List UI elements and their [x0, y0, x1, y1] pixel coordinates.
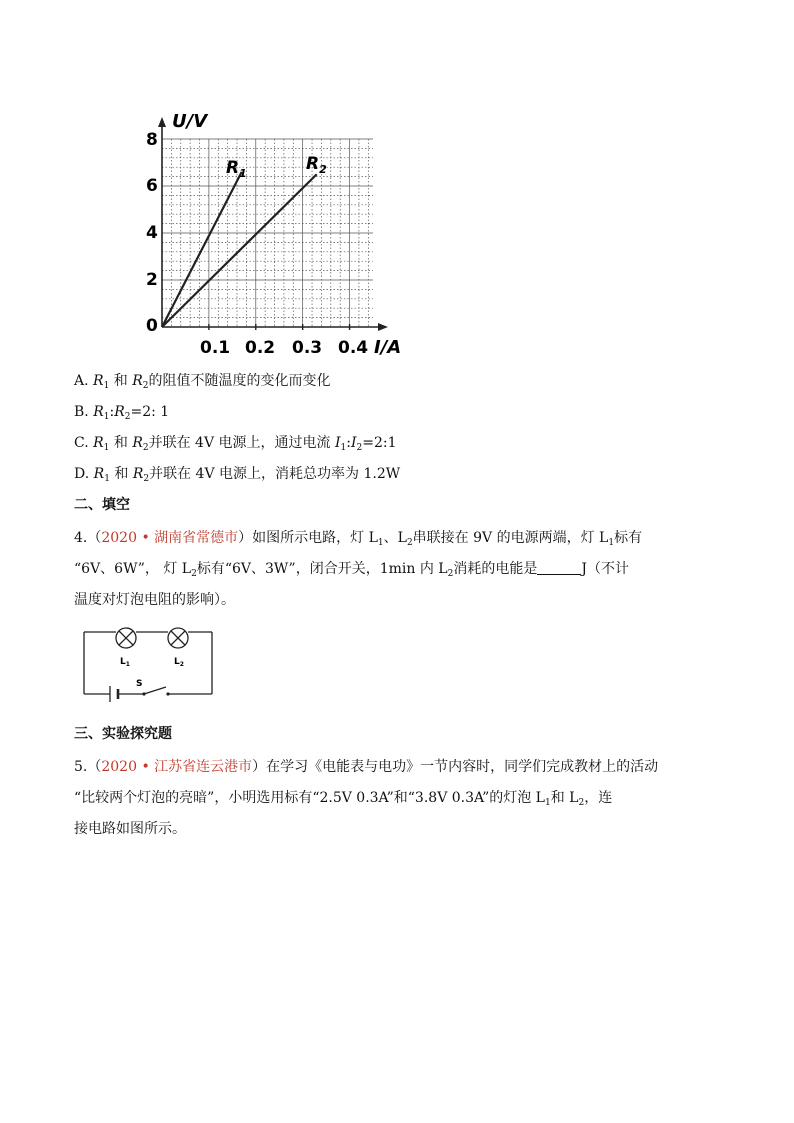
y-tick-4: 4: [146, 223, 158, 243]
circuit-diagram: [82, 626, 218, 702]
switch-label: S: [136, 679, 143, 689]
option-d: D. $R_1$ 和 $R_2$并联在 4V 电源上，消耗总功率为 1.2W: [74, 466, 401, 484]
q5-line-2: “比较两个灯泡的亮暗”，小明选用标有“2.5V 0.3A”和“3.8V 0.3A”的灯泡 $L_1$和 $L_2$，连: [74, 790, 613, 808]
battery-icon: [110, 686, 118, 702]
x-tick-0.2: 0.2: [245, 338, 276, 358]
y-axis-label: U/V: [172, 111, 208, 132]
lamp-l2-icon: [168, 628, 188, 648]
lamp-l1-label: $L_1$: [120, 657, 130, 668]
r2-label: $R_2$: [306, 154, 327, 176]
y-tick-2: 2: [146, 270, 158, 290]
y-tick-0: 0: [146, 316, 158, 336]
option-c: C. $R_1$ 和 $R_2$并联在 4V 电源上，通过电流 $I_1:I_2=2:1$: [74, 435, 397, 453]
x-axis-label: I/A: [374, 337, 402, 358]
answer-blank[interactable]: [537, 561, 581, 575]
lamp-l1-icon: [116, 628, 136, 648]
y-axis-arrow: [158, 117, 166, 127]
r1-label: $R_1$: [226, 158, 247, 180]
section-2-title: 二、填空: [74, 497, 130, 513]
q4-line-2: “6V、6W”， 灯 $L_2$标有“6V、3W”，闭合开关，1min 内 $L_2$消耗的电能是 J（不计: [74, 561, 629, 579]
q4-line-1: 4.（2020 • 湖南省常德市）如图所示电路，灯 $L_1$、$L_2$串联接在 9V 的电源两端，灯 $L_1$标有: [74, 530, 643, 548]
q4-source: 2020 • 湖南省常德市: [101, 530, 239, 546]
option-a: A. $R_1$ 和 $R_2$的阻值不随温度的变化而变化: [74, 373, 331, 391]
q5-source: 2020 • 江苏省连云港市: [101, 759, 253, 775]
x-tick-0.3: 0.3: [292, 338, 323, 358]
x-tick-0.4: 0.4: [338, 338, 369, 358]
lamp-l2-label: $L_2$: [174, 657, 184, 668]
graph-grid: [162, 139, 373, 330]
option-b: B. $R_1:R_2=2$: 1: [74, 404, 170, 422]
y-tick-8: 8: [146, 130, 158, 150]
q4-line-3: 温度对灯泡电阻的影响）。: [74, 592, 235, 608]
section-3-title: 三、实验探究题: [74, 726, 172, 742]
u-i-graph: [140, 105, 430, 360]
q5-line-3: 接电路如图所示。: [74, 821, 186, 837]
switch-icon: [142, 692, 145, 695]
x-tick-0.1: 0.1: [200, 338, 231, 358]
y-tick-6: 6: [146, 176, 158, 196]
x-axis-arrow: [378, 323, 388, 331]
q5-line-1: 5.（2020 • 江苏省连云港市）在学习《电能表与电功》一节内容时，同学们完成教材上的活动: [74, 759, 659, 775]
